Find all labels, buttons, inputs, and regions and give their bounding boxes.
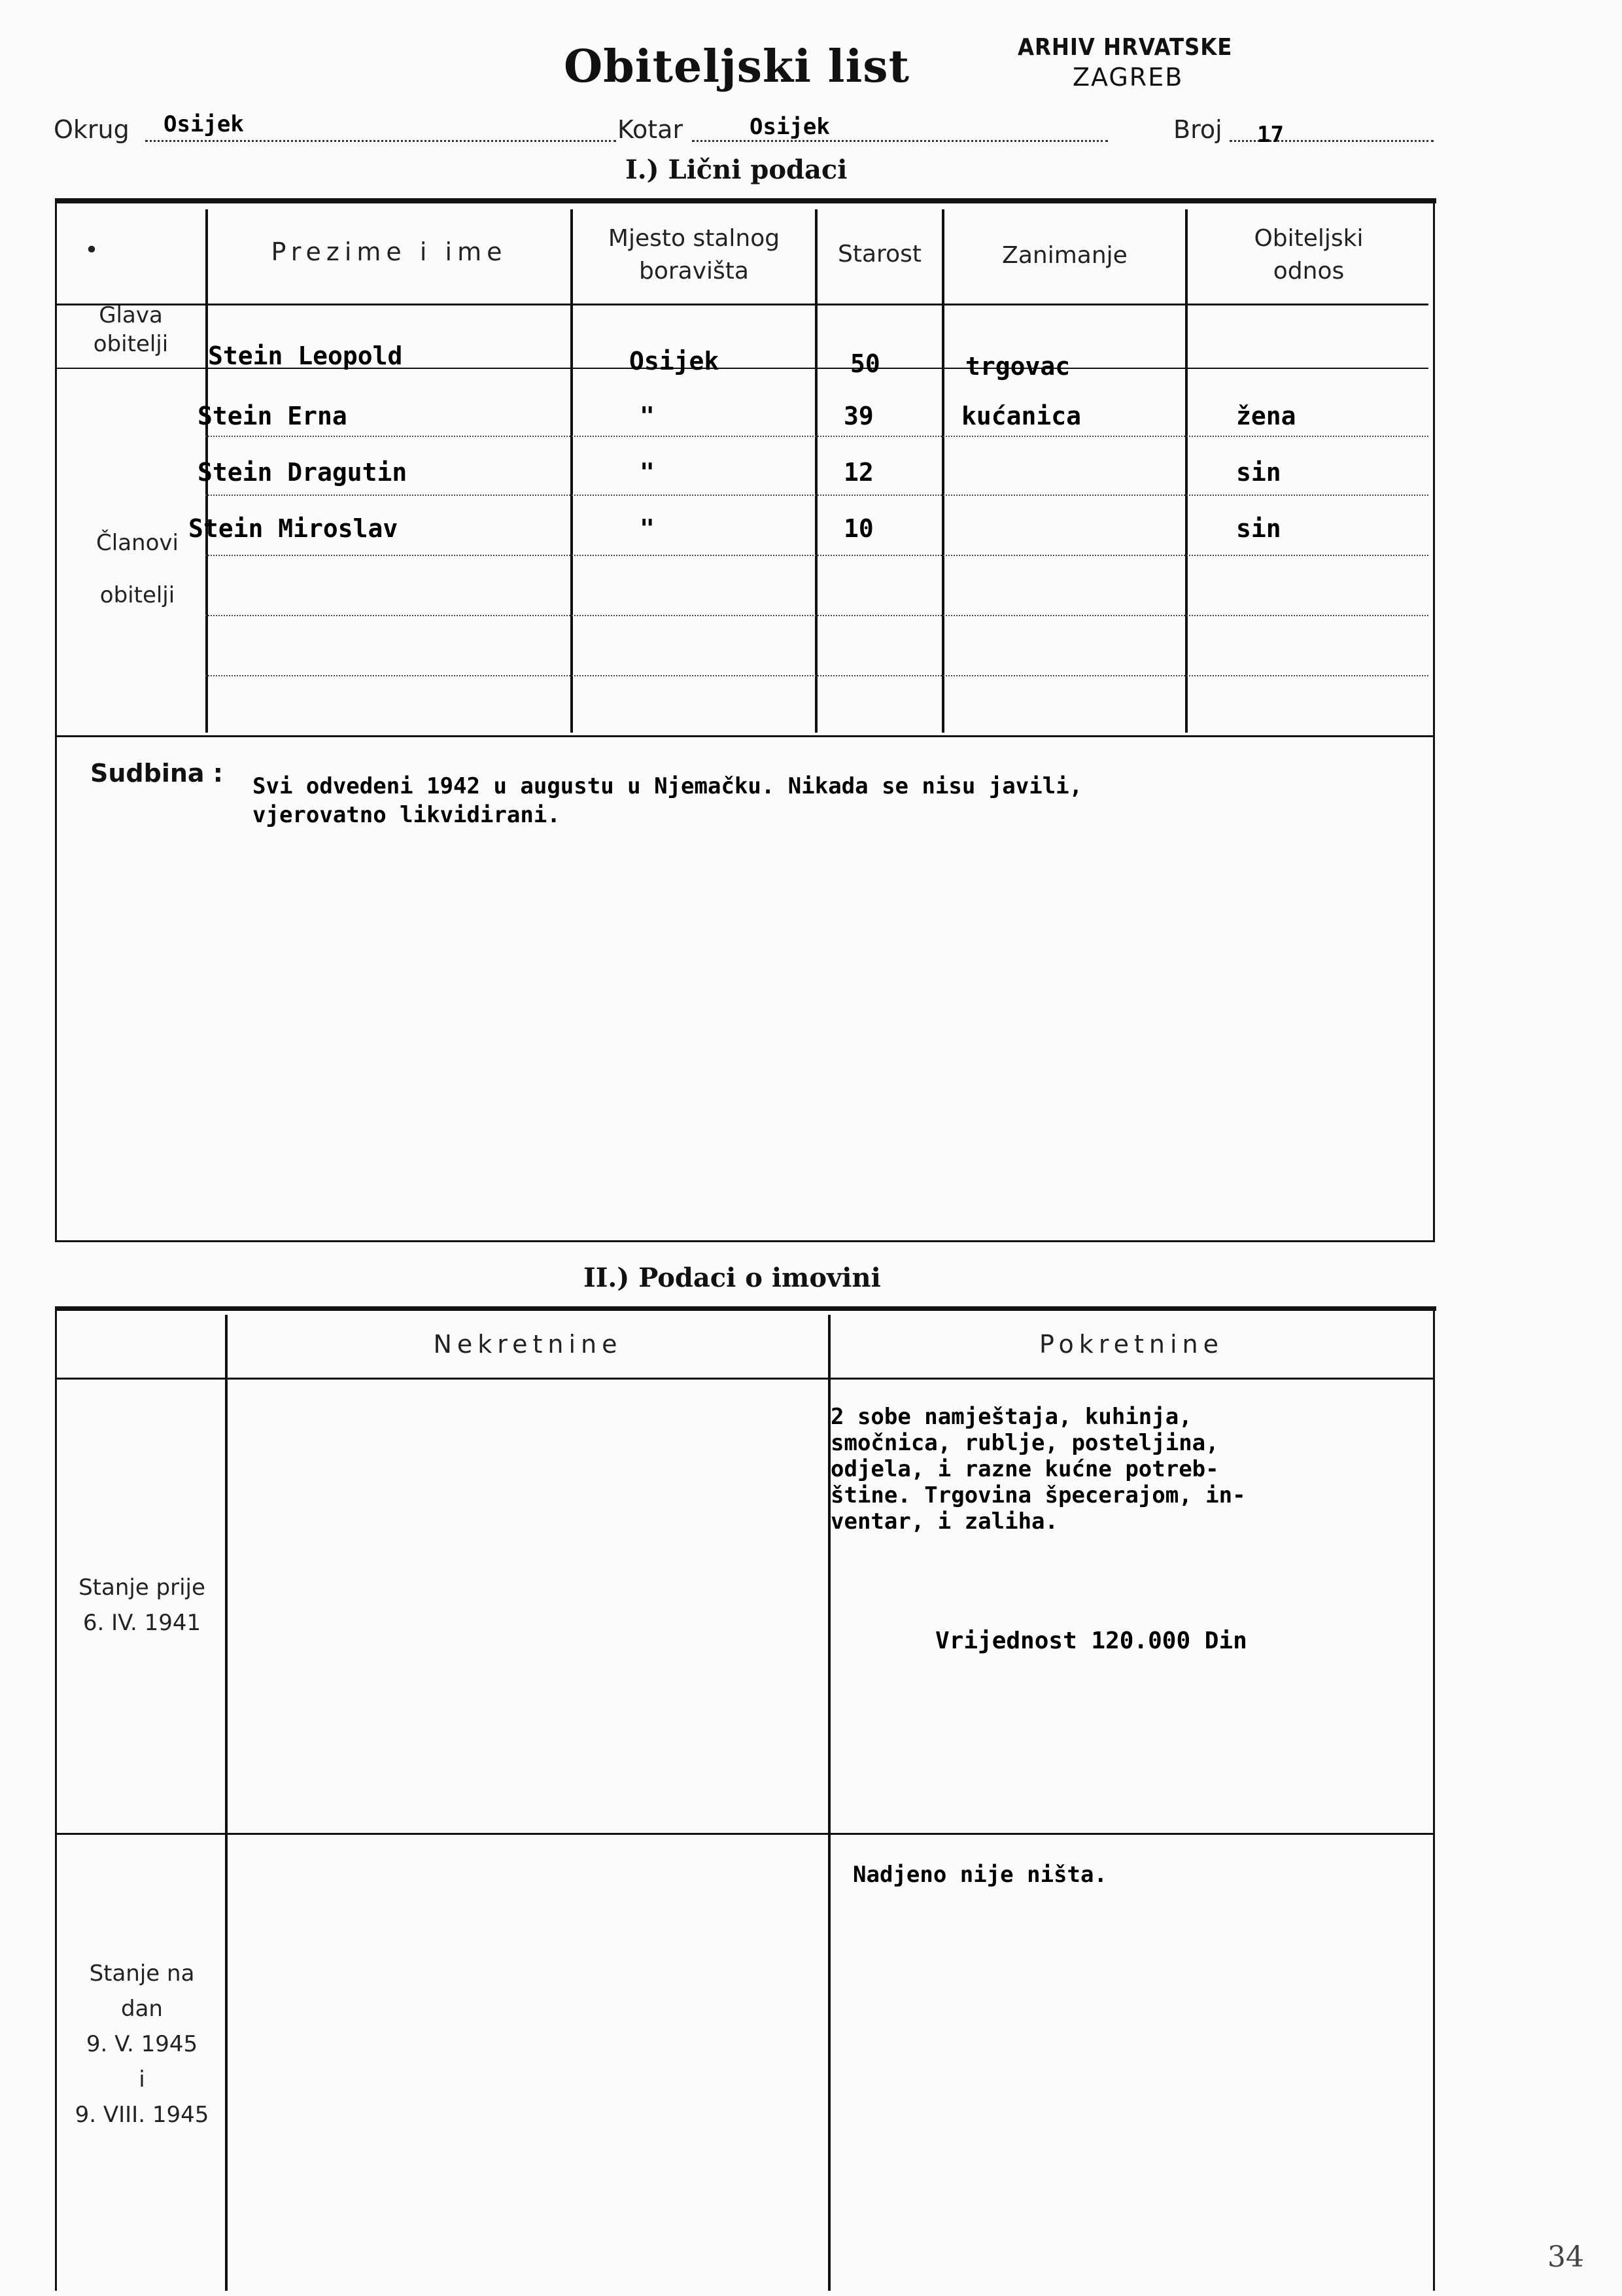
table-bottom-rule [55,735,1435,737]
row-1-age: 50 [850,349,880,378]
row-2-name: Stein Erna [198,402,347,430]
okrug-dotted-line [145,140,616,142]
section1-bottom-border [55,1240,1435,1242]
after-war-label-line1: Stanje na [89,1960,195,1987]
members-label-line2: obitelji [99,582,175,608]
after-war-label-line5: 9. VIII. 1945 [75,2102,209,2128]
kotar-value: Osijek [750,114,830,140]
table-vline-2 [570,209,573,733]
row-1-place: Osijek [629,347,719,375]
row-4-name: Stein Miroslav [188,514,398,543]
table-vline-4 [942,209,944,733]
table-dotted-row-5 [205,675,1428,676]
row-4-relation: sin [1236,514,1281,543]
section1-right-border [1433,203,1435,1242]
col-name-header: Prezime i ime [271,237,508,266]
after-war-label-line2: dan [121,1996,163,2022]
fate-label: Sudbina : [90,759,223,788]
before-value: Vrijednost 120.000 Din [935,1627,1247,1654]
archive-stamp-line1: ARHIV HRVATSKE [1018,34,1233,61]
section2-top-rule [55,1306,1436,1311]
members-label [78,504,196,635]
section1-top-rule [55,198,1436,203]
after-war-label [59,1956,225,2132]
col-age-header: Starost [838,241,922,268]
col-place-header-line2: boravišta [639,258,749,285]
archive-stamp-line2: ZAGREB [1073,63,1184,92]
after-movable-text: Nadjeno nije ništa. [853,1862,1107,1888]
section2-title: II.) Podaci o imovini [583,1262,881,1293]
head-of-family-label-line2: obitelji [93,331,169,357]
col-place-header-line1: Mjesto stalnog [608,225,780,252]
row-2-place: " [640,402,655,430]
row-4-age: 10 [844,514,874,543]
col-relation-header-line2: odnos [1273,258,1345,285]
row-2-age: 39 [844,402,874,430]
row-3-name: Stein Dragutin [198,458,407,487]
row-1-occupation: trgovac [965,352,1071,381]
before-movable-line-2: smočnica, rublje, posteljina, [831,1430,1219,1456]
before-war-label-line2: 6. IV. 1941 [82,1610,201,1636]
row-3-age: 12 [844,458,874,487]
row-3-relation: sin [1236,458,1281,487]
section1-left-border [55,203,57,1242]
header-bullet: • [84,237,99,264]
section2-left-border [55,1310,57,2291]
col-immovable-header: Nekretnine [433,1330,623,1359]
members-label-line1: Članovi [96,530,179,556]
fate-line-2: vjerovatno likvidirani. [252,802,561,828]
table-dotted-row-4 [205,615,1428,616]
section2-middle-rule [55,1833,1435,1835]
row-3-place: " [640,458,655,487]
head-of-family-label-line1: Glava [99,302,163,328]
col-relation-header [1188,222,1430,288]
row-4-place: " [640,514,655,543]
document-title: Obiteljski list [564,41,910,93]
after-war-label-line3: 9. V. 1945 [86,2031,198,2057]
section2-vline-1 [225,1315,228,2291]
okrug-label: Okrug [54,115,129,144]
broj-value: 17 [1257,122,1284,148]
before-movable-text [831,1404,1246,1535]
row-2-occupation: kućanica [961,402,1082,430]
table-dotted-row-2 [205,495,1428,496]
before-movable-line-4: štine. Trgovina špecerajom, in- [831,1482,1246,1508]
kotar-label: Kotar [617,115,683,144]
broj-label: Broj [1173,115,1222,144]
page-number: 34 [1547,2240,1584,2274]
table-vline-3 [815,209,818,733]
row-1-name: Stein Leopold [208,341,403,370]
col-occupation-header: Zanimanje [1002,242,1128,269]
before-movable-line-3: odjela, i razne kućne potreb- [831,1456,1219,1482]
section1-title: I.) Lični podaci [625,154,848,185]
col-place-header [573,222,815,288]
section2-header-rule [55,1378,1435,1380]
table-vline-5 [1185,209,1188,733]
fate-line-1: Svi odvedeni 1942 u augustu u Njemačku. Nikada se nisu javili, [252,773,1083,799]
col-relation-header-line1: Obiteljski [1254,225,1364,252]
table-header-rule [55,304,1428,305]
table-dotted-row-1 [205,436,1428,437]
before-war-label-line1: Stanje prije [78,1574,205,1601]
before-movable-line-5: ventar, i zaliha. [831,1508,1058,1535]
table-dotted-row-3 [205,555,1428,556]
row-2-relation: žena [1236,402,1296,430]
okrug-value: Osijek [164,111,244,137]
head-of-family-label [58,301,204,358]
col-movable-header: Pokretnine [1039,1330,1224,1359]
kotar-dotted-line [692,140,1108,142]
before-movable-line-1: 2 sobe namještaja, kuhinja, [831,1404,1192,1430]
before-war-label [59,1570,225,1641]
section2-right-border [1433,1310,1435,2291]
after-war-label-line4: i [139,2066,145,2093]
